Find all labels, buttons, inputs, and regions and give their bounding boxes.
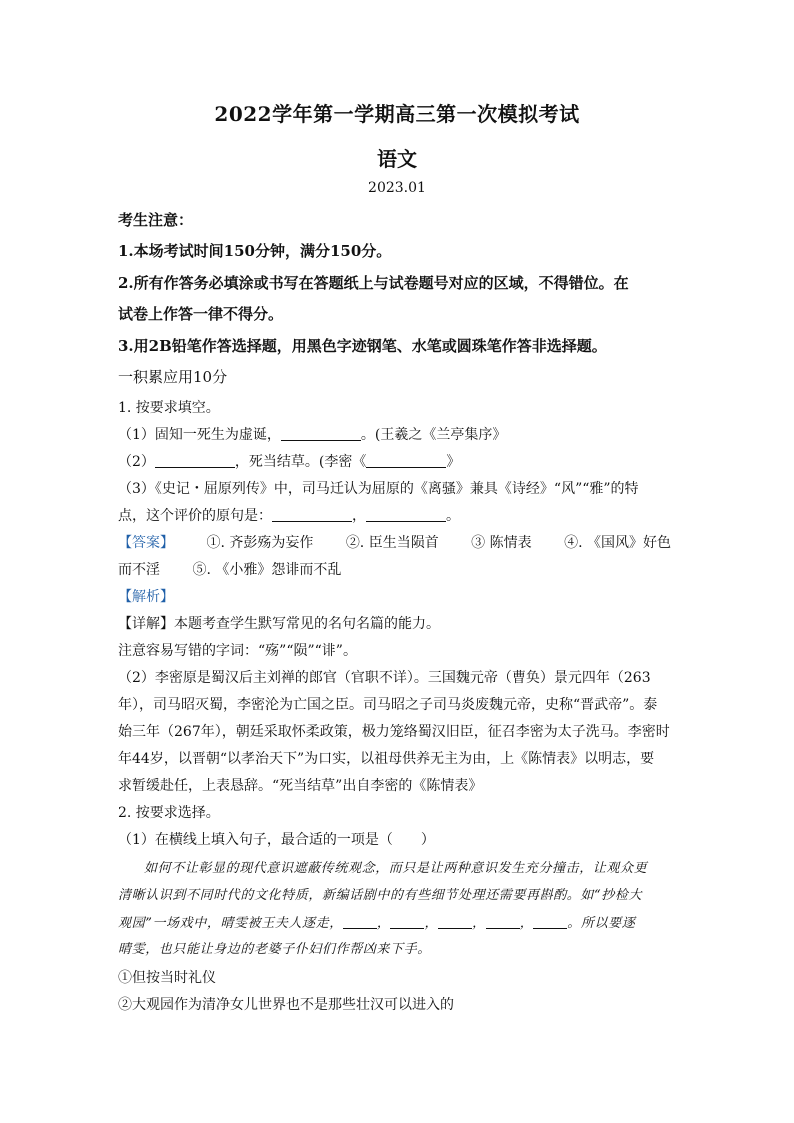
analysis-label: 【解析】 [118,589,174,605]
notice-item-3: 3.用2B铅笔作答选择题，用黑色字迹钢笔、水笔或圆珠笔作答非选择题。 [118,337,607,355]
q1-1-text-a: （1）固知一死生为虚诞， [118,427,281,443]
subject-title: 语文 [377,147,417,171]
passage-line-2: 清晰认识到不同时代的文化特质，新编话剧中的有些细节处理还需要再斟酌。如“抄检大 [118,888,643,903]
analysis-paragraph-line-2: 年），司马昭灭蜀，李密沦为亡国之臣。司马昭之子司马炎废魏元帝，史称“晋武帝”。泰 [118,697,658,713]
q1-1-text-b: 。(王羲之《兰亭集序》 [360,427,507,443]
notice-item-2: 2.所有作答务必填涂或书写在答题纸上与试卷题号对应的区域，不得错位。在 [118,274,629,292]
passage-blank [486,914,520,929]
passage-blank [390,914,424,929]
note-line: 注意容易写错的字词：“殇”“陨”“诽”。 [118,643,357,659]
passage-sep: ， [376,916,391,931]
answer-blank [155,453,235,468]
passage-line-3 [118,914,678,933]
answer-4-cont: 而不淫 [118,562,160,578]
answer-line-2 [118,561,678,579]
passage-sep: ， [519,916,534,931]
question-2-title: 2. 按要求选择。 [118,805,220,821]
question-1-3-cont [118,507,678,525]
answer-blank [366,507,446,522]
q1-3-text-d: 。 [446,508,460,524]
q1-3-text-b: 点，这个评价的原句是： [118,508,272,524]
analysis-paragraph-line-5: 求暂缓赴任，上表恳辞。“死当结草”出自李密的《陈情表》 [118,778,483,794]
answer-line [118,534,678,552]
passage-sep: ， [472,916,486,931]
q1-2-text-c: 》 [446,454,461,470]
question-1-title: 1. 按要求填空。 [118,400,220,416]
passage-text-a: 观园”一场戏中，晴雯被王夫人逐走， [118,916,343,931]
exam-date: 2023.01 [368,180,426,196]
detail-text: 本题考查学生默写常见的名句名篇的能力。 [174,616,440,632]
answer-5: ⑤. 《小雅》怨诽而不乱 [192,562,342,578]
question-1-3: （3）《史记・屈原列传》中，司马迁认为屈原的《离骚》兼具《诗经》“风”“雅”的特 [118,481,639,497]
notice-item-2-cont: 试卷上作答一律不得分。 [118,305,284,323]
notice-heading: 考生注意： [118,211,194,229]
option-1: ①但按当时礼仪 [118,970,216,986]
q1-2-text-b: ，死当结草。(李密《 [234,454,367,470]
question-1-1 [118,426,678,444]
passage-line-4: 晴雯，也只能让身边的老婆子仆妇们作帮凶来下手。 [118,942,431,957]
answer-1: ①. 齐彭殇为妄作 [206,535,314,551]
option-2: ②大观园作为清净女儿世界也不是那些壮汉可以进入的 [118,997,454,1013]
passage-sep: ， [424,916,439,931]
answer-label: 【答案】 [118,535,174,551]
question-2-1: （1）在横线上填入句子，最合适的一项是（ ） [118,832,435,848]
answer-blank [272,507,352,522]
passage-line-1: 如何不让彰显的现代意识遮蔽传统观念，而只是让两种意识发生充分撞击，让观众更 [144,861,648,876]
q1-2-text-a: （2） [118,454,155,470]
answer-2: ②. 臣生当陨首 [345,535,439,551]
analysis-paragraph-line-3: 始三年（267年），朝廷采取怀柔政策，极力笼络蜀汉旧臣，征召李密为太子洗马。李密时 [118,724,670,740]
analysis-paragraph-line-4: 年44岁，以晋朝“以孝治天下”为口实，以祖母供养无主为由，上《陈情表》以明志，要 [118,751,655,767]
section-heading: 一积累应用10分 [118,368,228,386]
answer-blank [281,426,361,441]
passage-blank [343,914,377,929]
passage-blank [438,914,472,929]
passage-blank [533,914,567,929]
detail-label: 【详解】 [118,616,174,632]
detail-line [118,615,678,633]
q1-3-text-c: ， [352,508,366,524]
passage-text-b: 。所以要逐 [567,916,636,931]
answer-4: ④. 《国风》好色 [564,535,671,551]
question-1-2 [118,453,678,471]
answer-3: ③ 陈情表 [471,535,532,551]
answer-blank [366,453,446,468]
notice-item-1: 1.本场考试时间150分钟，满分150分。 [118,242,392,260]
analysis-paragraph-line-1: （2）李密原是蜀汉后主刘禅的郎官（官职不详）。三国魏元帝（曹奂）景元四年（263 [118,670,651,686]
exam-title: 2022学年第一学期高三第一次模拟考试 [214,102,580,126]
